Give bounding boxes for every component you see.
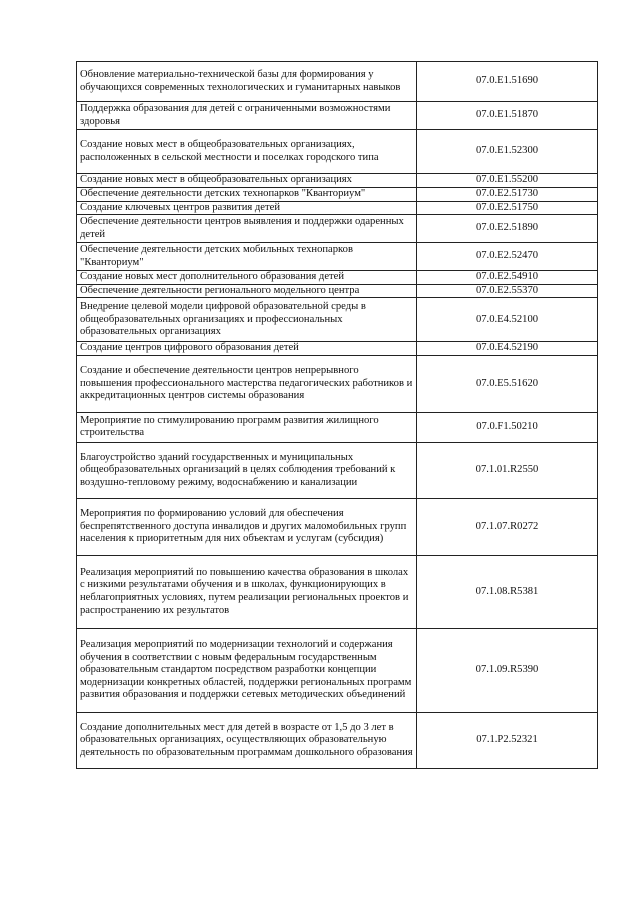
table-row bbox=[77, 412, 598, 442]
row-name: Обеспечение деятельности регионального модельного центра bbox=[77, 284, 417, 298]
row-code: 07.0.E1.51690 bbox=[417, 62, 598, 102]
row-code: 07.0.E2.52470 bbox=[417, 243, 598, 271]
row-code: 07.0.E2.55370 bbox=[417, 284, 598, 298]
row-name: Внедрение целевой модели цифровой образовательной среды в общеобразовательных организациях и профессиональных образовательных организациях bbox=[77, 298, 417, 342]
row-code: 07.0.E4.52190 bbox=[417, 342, 598, 356]
row-name: Создание дополнительных мест для детей в возрасте от 1,5 до 3 лет в образовательных организациях, осуществляющих образовательную деятельность по образовательным программам дошкольного образования bbox=[77, 712, 417, 768]
row-name: Мероприятия по формированию условий для обеспечения беспрепятственного доступа инвалидов и других маломобильных групп населения к приоритетным для них объектам и услугам (субсидия) bbox=[77, 498, 417, 555]
table-row bbox=[77, 298, 598, 342]
table-row bbox=[77, 243, 598, 271]
table-row bbox=[77, 284, 598, 298]
budget-code-table bbox=[76, 61, 598, 769]
row-code: 07.1.P2.52321 bbox=[417, 712, 598, 768]
table-row bbox=[77, 201, 598, 215]
row-code: 07.1.07.R0272 bbox=[417, 498, 598, 555]
table-row bbox=[77, 62, 598, 102]
table-row bbox=[77, 215, 598, 243]
row-name: Создание и обеспечение деятельности центров непрерывного повышения профессионального мастерства педагогических работников и аккредитационных центров системы образования bbox=[77, 355, 417, 412]
table-row bbox=[77, 174, 598, 188]
table-row bbox=[77, 102, 598, 130]
table-row bbox=[77, 712, 598, 768]
table-row bbox=[77, 188, 598, 202]
row-code: 07.0.E1.51870 bbox=[417, 102, 598, 130]
table-row bbox=[77, 498, 598, 555]
row-name: Обеспечение деятельности детских технопарков "Кванториум" bbox=[77, 188, 417, 202]
row-name: Обеспечение деятельности центров выявления и поддержки одаренных детей bbox=[77, 215, 417, 243]
row-code: 07.0.E4.52100 bbox=[417, 298, 598, 342]
row-code: 07.1.01.R2550 bbox=[417, 442, 598, 498]
table-row bbox=[77, 271, 598, 285]
row-name: Обеспечение деятельности детских мобильных технопарков "Кванториум" bbox=[77, 243, 417, 271]
row-code: 07.0.F1.50210 bbox=[417, 412, 598, 442]
row-code: 07.0.E2.54910 bbox=[417, 271, 598, 285]
row-code: 07.0.E2.51750 bbox=[417, 201, 598, 215]
row-name: Реализация мероприятий по модернизации технологий и содержания обучения в соответствии с новым федеральным государственным образовательным стандартом посредством разработки концепции модернизации конкретных областей, поддержки региональных программ развития образования и поддержки сетевых методических объединений bbox=[77, 628, 417, 712]
row-code: 07.0.E2.51890 bbox=[417, 215, 598, 243]
table-row bbox=[77, 130, 598, 174]
row-name: Создание ключевых центров развития детей bbox=[77, 201, 417, 215]
table-row bbox=[77, 628, 598, 712]
row-code: 07.1.08.R5381 bbox=[417, 555, 598, 628]
row-name: Реализация мероприятий по повышению качества образования в школах с низкими результатами обучения и в школах, функционирующих в неблагоприятных условиях, путем реализации региональных проектов и распространению их результатов bbox=[77, 555, 417, 628]
row-name: Создание новых мест в общеобразовательных организациях, расположенных в сельской местности и поселках городского типа bbox=[77, 130, 417, 174]
row-name: Создание новых мест дополнительного образования детей bbox=[77, 271, 417, 285]
row-code: 07.1.09.R5390 bbox=[417, 628, 598, 712]
row-code: 07.0.E2.51730 bbox=[417, 188, 598, 202]
table-row bbox=[77, 442, 598, 498]
row-code: 07.0.E1.52300 bbox=[417, 130, 598, 174]
table-row bbox=[77, 355, 598, 412]
row-name: Создание центров цифрового образования детей bbox=[77, 342, 417, 356]
row-name: Поддержка образования для детей с ограниченными возможностями здоровья bbox=[77, 102, 417, 130]
row-name: Мероприятие по стимулированию программ развития жилищного строительства bbox=[77, 412, 417, 442]
table-row bbox=[77, 555, 598, 628]
row-code: 07.0.E1.55200 bbox=[417, 174, 598, 188]
row-code: 07.0.E5.51620 bbox=[417, 355, 598, 412]
row-name: Благоустройство зданий государственных и муниципальных общеобразовательных организаций в целях соблюдения требований к воздушно-тепловому режиму, водоснабжению и канализации bbox=[77, 442, 417, 498]
row-name: Обновление материально-технической базы для формирования у обучающихся современных технологических и гуманитарных навыков bbox=[77, 62, 417, 102]
row-name: Создание новых мест в общеобразовательных организациях bbox=[77, 174, 417, 188]
table-row bbox=[77, 342, 598, 356]
